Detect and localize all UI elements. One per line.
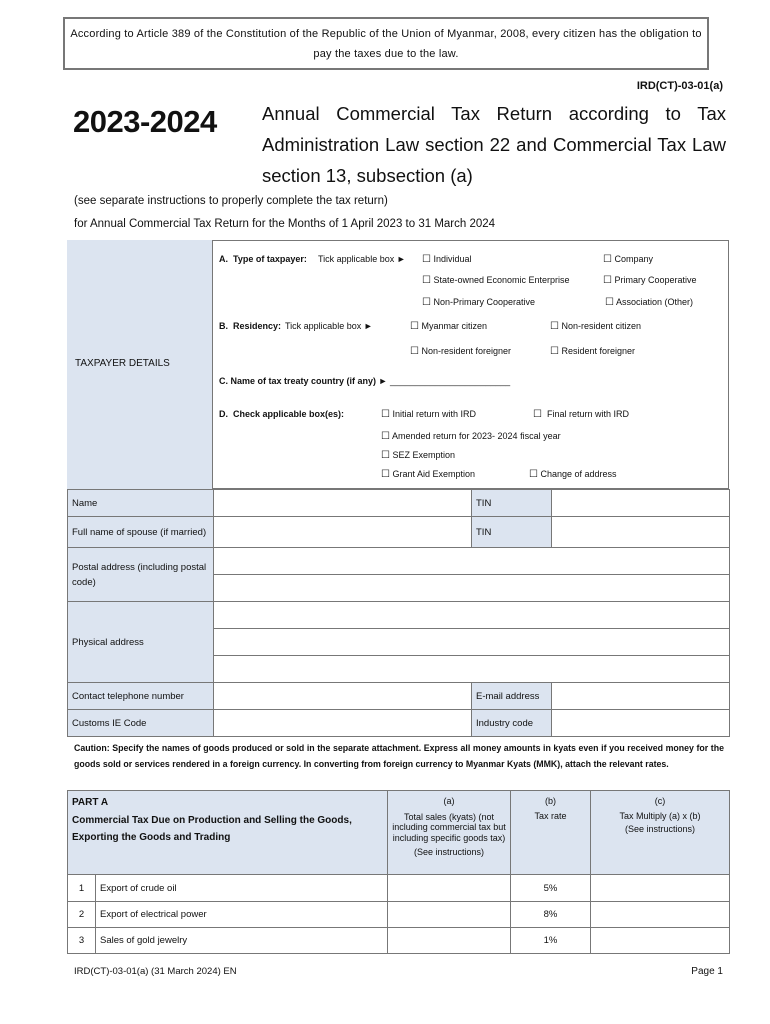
row-tax-rate: 5%: [511, 875, 591, 902]
phone-label: Contact telephone number: [68, 683, 214, 710]
option-label: Primary Cooperative: [614, 275, 697, 285]
part-a-table: [67, 790, 730, 954]
row-total-sales-input[interactable]: [388, 928, 511, 954]
name-label: Name: [68, 490, 214, 517]
col-b-header: [511, 791, 591, 875]
row-number: 2: [68, 902, 96, 928]
checkbox-primary-cooperative[interactable]: [603, 275, 697, 286]
part-a-header: [68, 791, 388, 875]
taxpayer-details-label: TAXPAYER DETAILS: [75, 358, 170, 369]
checkbox-non-resident-citizen[interactable]: [550, 321, 641, 332]
checkbox-icon: ☐: [422, 254, 431, 265]
row-number: 1: [68, 875, 96, 902]
physical-address-input-1[interactable]: [214, 602, 730, 629]
checkbox-icon: ☐: [529, 469, 538, 480]
form-title: Annual Commercial Tax Return according to Tax Administration Law section 22 and Commercial Tax Law section 13, subsection (a): [262, 103, 726, 186]
checkbox-non-primary-cooperative[interactable]: [422, 297, 535, 308]
section-b-letter: B.: [219, 321, 228, 331]
section-a-title: Type of taxpayer:: [233, 254, 307, 264]
treaty-country-blank[interactable]: ________________________: [389, 376, 511, 386]
spouse-tin-label: TIN: [472, 517, 552, 548]
checkbox-initial-return[interactable]: [381, 409, 476, 420]
table-row: [68, 875, 730, 902]
section-d-letter: D.: [219, 409, 228, 419]
checkbox-icon: ☐: [381, 469, 390, 480]
checkbox-myanmar-citizen[interactable]: [410, 321, 487, 332]
instructions-note: (see separate instructions to properly complete the tax return): [74, 195, 388, 207]
tin-label: TIN: [472, 490, 552, 517]
footer-form-code: IRD(CT)-03-01(a) (31 March 2024) EN: [74, 966, 237, 977]
section-b-title: Residency:: [233, 321, 282, 331]
row-tax-rate: 1%: [511, 928, 591, 954]
row-item: Export of crude oil: [96, 875, 388, 902]
treaty-country-field[interactable]: [219, 376, 510, 386]
constitution-notice: [63, 17, 709, 70]
row-number: 3: [68, 928, 96, 954]
table-row: [68, 902, 730, 928]
option-label: Non-Primary Cooperative: [433, 297, 536, 307]
phone-input[interactable]: [214, 683, 472, 710]
checkbox-icon: ☐: [550, 321, 559, 332]
option-label: Initial return with IRD: [392, 409, 477, 419]
page-number: Page 1: [691, 966, 723, 977]
checkbox-sez-exemption[interactable]: [381, 450, 455, 461]
industry-code-input[interactable]: [552, 710, 730, 737]
checkbox-state-owned[interactable]: [422, 275, 570, 286]
col-c-letter: (c): [654, 796, 666, 806]
checkbox-resident-foreigner[interactable]: [550, 346, 635, 357]
type-of-taxpayer-label: [219, 254, 307, 264]
checkbox-icon: ☐: [550, 346, 559, 357]
tin-input[interactable]: [552, 490, 730, 517]
option-label: Company: [614, 254, 654, 264]
option-label: Change of address: [540, 469, 617, 479]
col-a-description: Total sales (kyats) (not including commercial tax but including specific goods tax): [392, 811, 506, 843]
part-a-title: PART A: [72, 797, 109, 808]
row-item: Sales of gold jewelry: [96, 928, 388, 954]
industry-code-label: Industry code: [472, 710, 552, 737]
col-c-note: (See instructions): [624, 824, 696, 834]
personal-details-table: [67, 489, 730, 737]
email-input[interactable]: [552, 683, 730, 710]
physical-address-input-3[interactable]: [214, 656, 730, 683]
checkbox-icon: ☐: [605, 297, 614, 308]
checkbox-icon: ☐: [603, 254, 612, 265]
email-label: E-mail address: [472, 683, 552, 710]
option-label: Amended return for 2023- 2024 fiscal year: [391, 431, 561, 441]
col-b-letter: (b): [545, 796, 556, 806]
checkbox-company[interactable]: [603, 254, 653, 265]
part-a-description: Commercial Tax Due on Production and Selling the Goods, Exporting the Goods and Trading: [72, 815, 352, 843]
checkbox-final-return[interactable]: [533, 409, 629, 420]
col-b-description: Tax rate: [534, 811, 567, 821]
option-label: Association (Other): [615, 297, 694, 307]
option-label: Myanmar citizen: [421, 321, 488, 331]
spouse-tin-input[interactable]: [552, 517, 730, 548]
checkbox-icon: ☐: [381, 409, 390, 420]
spouse-input[interactable]: [214, 517, 472, 548]
checkbox-icon: ☐: [381, 431, 390, 442]
section-a-letter: A.: [219, 254, 228, 264]
notice-text: According to Article 389 of the Constitution of the Republic of the Union of Myanmar, 2008, every citizen has the obligation to pay the taxes due to the law.: [70, 28, 702, 60]
period-note: for Annual Commercial Tax Return for the Months of 1 April 2023 to 31 March 2024: [74, 218, 496, 230]
postal-address-input-2[interactable]: [214, 575, 730, 602]
residency-label: [219, 321, 281, 331]
tax-year: 2023-2024: [73, 104, 217, 139]
option-label: Final return with IRD: [546, 409, 630, 419]
row-tax-rate: 8%: [511, 902, 591, 928]
treaty-country-label: C. Name of tax treaty country (if any) ►: [219, 376, 388, 386]
row-tax-amount-input[interactable]: [591, 928, 730, 954]
col-a-header: [388, 791, 511, 875]
option-label: Grant Aid Exemption: [392, 469, 476, 479]
table-row: [68, 928, 730, 954]
option-label: State-owned Economic Enterprise: [433, 275, 570, 285]
checkbox-association[interactable]: [605, 297, 693, 308]
col-c-description: Tax Multiply (a) x (b): [619, 811, 701, 821]
checkbox-icon: ☐: [603, 275, 612, 286]
spouse-label: Full name of spouse (if married): [68, 517, 214, 548]
checkbox-icon: ☐: [422, 275, 431, 286]
caution-note: Caution: Specify the names of goods produced or sold in the separate attachment. Express all money amounts in kyats even if you received money for the goods sold or services rendered in a foreign currency. In converting from foreign currency to Myanmar Kyats (MMK), attach the relevant rates.: [74, 743, 724, 769]
option-label: Non-resident foreigner: [421, 346, 512, 356]
option-label: SEZ Exemption: [392, 450, 456, 460]
residency-hint: Tick applicable box ►: [285, 321, 373, 331]
row-total-sales-input[interactable]: [388, 875, 511, 902]
checkbox-change-of-address[interactable]: [529, 469, 617, 480]
row-total-sales-input[interactable]: [388, 902, 511, 928]
option-label: Non-resident citizen: [561, 321, 642, 331]
option-label: Individual: [433, 254, 472, 264]
check-boxes-label: [219, 409, 344, 419]
checkbox-icon: ☐: [410, 346, 419, 357]
checkbox-non-resident-foreigner[interactable]: [410, 346, 511, 357]
row-item: Export of electrical power: [96, 902, 388, 928]
col-a-note: (See instructions): [413, 847, 485, 857]
option-label: Resident foreigner: [561, 346, 636, 356]
col-a-letter: (a): [443, 796, 455, 806]
checkbox-individual[interactable]: [422, 254, 472, 265]
checkbox-amended-return[interactable]: [381, 431, 561, 442]
customs-label: Customs IE Code: [68, 710, 214, 737]
physical-address-input-2[interactable]: [214, 629, 730, 656]
row-tax-amount-input[interactable]: [591, 902, 730, 928]
checkbox-icon: ☐: [422, 297, 431, 308]
physical-address-label: Physical address: [68, 602, 214, 683]
col-c-header: [591, 791, 730, 875]
name-input[interactable]: [214, 490, 472, 517]
postal-address-label: Postal address (including postal code): [68, 548, 214, 602]
section-d-title: Check applicable box(es):: [233, 409, 345, 419]
customs-input[interactable]: [214, 710, 472, 737]
form-code: IRD(CT)-03-01(a): [636, 80, 723, 92]
checkbox-icon: ☐: [533, 409, 542, 420]
checkbox-icon: ☐: [410, 321, 419, 332]
postal-address-input-1[interactable]: [214, 548, 730, 575]
checkbox-icon: ☐: [381, 450, 390, 461]
type-of-taxpayer-hint: Tick applicable box ►: [318, 254, 406, 264]
checkbox-grant-aid[interactable]: [381, 469, 475, 480]
row-tax-amount-input[interactable]: [591, 875, 730, 902]
